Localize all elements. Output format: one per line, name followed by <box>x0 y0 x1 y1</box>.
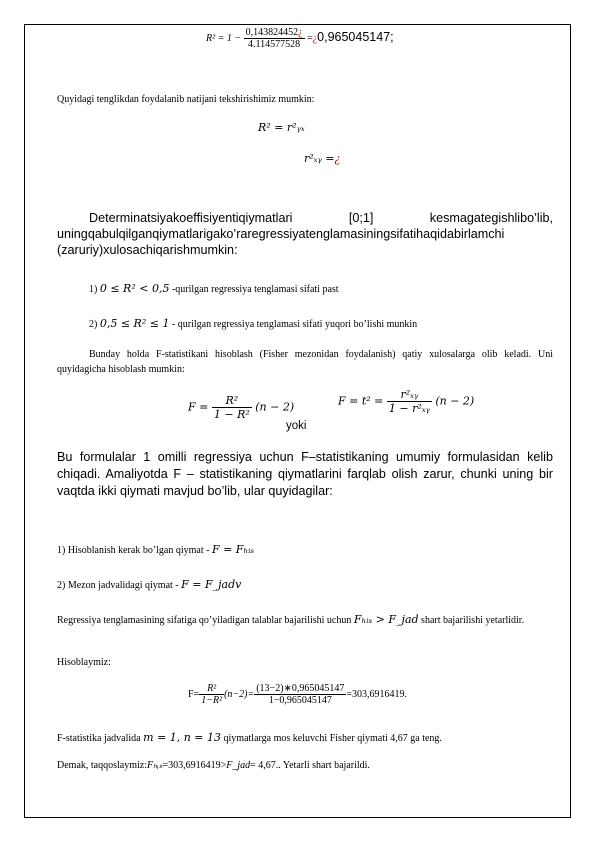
comparison-f-jad: F_jad <box>226 760 251 771</box>
value-1 <box>57 543 254 556</box>
value-1-text: 1) Hisoblanish kerak bo’lgan qiymat - <box>57 545 210 556</box>
formula-r2-lhs: R² = 1 − <box>206 32 242 44</box>
item-2 <box>89 317 417 330</box>
comparison-f-his: Fₕᵢₛ <box>146 760 163 771</box>
item-2-condition: 0,5 ≤ R² ≤ 1 <box>99 317 170 330</box>
value-2-math: F = F_jadv <box>181 578 242 591</box>
condition-math: Fₕᵢₛ > F_jad <box>353 613 419 626</box>
eq-rxy-lhs: r²ₓᵧ = <box>304 152 335 165</box>
comparison-mid: =303,6916419> <box>162 760 227 771</box>
formula-r2-mark: ¿ <box>312 32 318 44</box>
para-fisher: Bunday holda F-statistikani hisoblash (Fisher mezonidan foydalanish) qatiy xulosalarga olib keladi. Uni quyidagicha hisoblash mumkin: <box>57 349 553 375</box>
f-formula-2 <box>338 388 474 415</box>
item-2-text: - qurilgan regressiya tenglamasi sifati yuqori bo’lishi munkin <box>171 319 418 330</box>
formula-r2-num-mark: ¿ <box>298 27 303 38</box>
f-calc-num1: R² <box>199 683 224 695</box>
f-formula-1-den: 1 − R² <box>213 408 250 421</box>
f-formula-2-tail: (n − 2) <box>435 394 475 408</box>
f-formula-1-tail: (n − 2) <box>255 400 295 414</box>
yoki-label: yoki <box>286 420 307 432</box>
f-calc-den2: 1−0,965045147 <box>268 695 332 706</box>
formula-r2-eq: = <box>307 32 313 44</box>
f-calc-lhs: F= <box>188 688 200 700</box>
condition-paragraph <box>57 612 553 628</box>
fstat-text-1: F-statistika jadvalida <box>57 733 141 744</box>
eq-r2: R² = r²ᵧₓ <box>258 121 305 134</box>
comparison-line <box>57 760 370 771</box>
item-2-num: 2) <box>89 319 98 330</box>
value-2-text: 2) Mezon jadvalidagi qiymat - <box>57 580 179 591</box>
f-calc-num2: (13−2)∗0,965045147 <box>256 683 345 694</box>
condition-text-2: shart bajarilishi yetarlidir. <box>421 615 525 626</box>
item-1 <box>89 282 339 295</box>
fstat-text-2: qiymatlarga mos keluvchi Fisher qiymati 4,67 ga teng. <box>223 733 442 744</box>
f-formula-2-num: r²ₓᵧ <box>387 388 432 402</box>
eq-rxy-mark: ¿ <box>334 152 341 165</box>
formula-r2-den: 4.114577528 <box>248 39 301 50</box>
value-1-math: F = Fₕᵢₛ <box>211 543 255 556</box>
f-formula-2-lhs: F = t² = <box>338 394 384 408</box>
hisoblaymiz-label: Hisoblaymiz: <box>57 657 111 668</box>
condition-text-1: Regressiya tenglamasining sifatiga qo’yiladigan talablar bajarilishi uchun <box>57 615 352 626</box>
eq-rxy <box>304 152 340 165</box>
formula-r2 <box>206 27 394 50</box>
f-calculation <box>188 683 407 706</box>
para-formulas: Bu formulalar 1 omilli regressiya uchun F–statistikaning umumiy formulasidan kelib chiqadi. Amaliyotda F – statistikaning qiymatlarini farqlab olish zarur, chunki uning bir vaqtda ikki qiymati mavjud bo’lib, ular quyidagilar: <box>57 450 553 498</box>
f-formula-2-den: 1 − r²ₓᵧ <box>388 402 430 415</box>
f-calc-mid: (n−2)= <box>224 688 255 700</box>
item-1-condition: 0 ≤ R² < 0,5 <box>99 282 170 295</box>
comparison-text-2: = 4,67.. Yetarli shart bajarildi. <box>250 760 370 771</box>
f-formula-1-num: R² <box>212 394 252 408</box>
formula-r2-result: 0,965045147; <box>317 29 394 44</box>
formula-r2-num: 0,143824452 <box>245 27 299 38</box>
comparison-text-1: Demak, taqqoslaymiz: <box>57 760 147 771</box>
f-calc-result: =303,6916419. <box>346 688 408 700</box>
value-2 <box>57 578 241 591</box>
para-determination: Determinatsiyakoeffisiyentiqiymatlari [0;1] kesmagategishlibo’lib, uningqabulqilganqiymatlarigako’raregressiyatenglamasiningsifatihaqidabirlamchi (zaruriy)xulosachiqarishmumkin: <box>57 211 553 257</box>
item-1-num: 1) <box>89 284 98 295</box>
formula-r2-fraction <box>244 27 305 50</box>
fstat-table-line <box>57 731 442 744</box>
check-intro: Quyidagi tenglikdan foydalanib natijani tekshirishimiz mumkin: <box>57 94 315 105</box>
f-formula-1-lhs: F = <box>188 400 209 414</box>
f-calc-den1: 1−R² <box>201 695 223 706</box>
f-formula-1 <box>188 394 294 421</box>
fstat-math: m = 1, n = 13 <box>143 731 222 744</box>
item-1-text: -qurilgan regressiya tenglamasi sifati past <box>171 284 339 295</box>
